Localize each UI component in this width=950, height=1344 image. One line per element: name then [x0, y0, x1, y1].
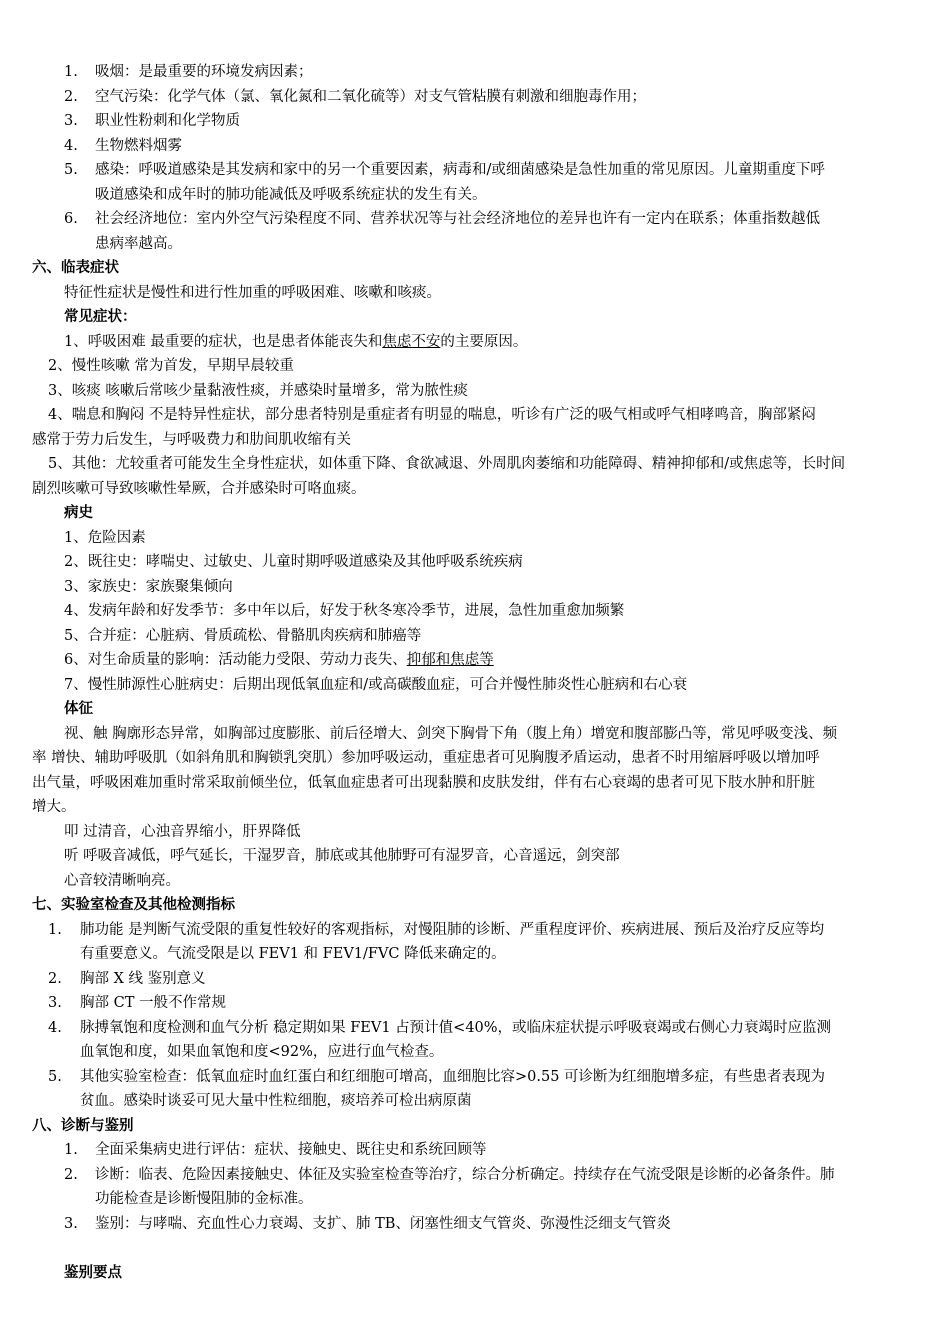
symptom-item: 4、喘息和胸闷 不是特异性症状，部分患者特别是重症者有明显的喘息，听诊有广泛的吸气相或呼气相哮鸣音，胸部紧闷 [48, 407, 816, 423]
list-item: 5. 其他实验室检查：低氧血症时血红蛋白和红细胞可增高，血细胞比容>0.55 可诊断为红细胞增多症，有些患者表现为 贫血。感染时谈妥可见大量中性粒细胞，痰培养可检出病原菌 [48, 1068, 826, 1109]
signs-heading: 体征 [64, 700, 93, 717]
symptom-item-cont: 剧烈咳嗽可导致咳嗽性晕厥，合并感染时可咯血痰。 [32, 480, 366, 497]
list-item: 2. 诊断：临表、危险因素接触史、体征及实验室检查等治疗，综合分析确定。持续存在气流受限是诊断的必备条件。肺 功能检查是诊断慢阻肺的金标准。 [64, 1166, 835, 1207]
history-item: 5、合并症：心脏病、骨质疏松、骨骼肌肉疾病和肺癌等 [64, 627, 422, 644]
history-item: 7、慢性肺源性心脏病史：后期出现低氧血症和/或高碳酸血症，可合并慢性肺炎性心脏病和右心衰 [64, 676, 688, 693]
symptom-intro: 特征性症状是慢性和进行性加重的呼吸困难、咳嗽和咳痰。 [64, 284, 441, 301]
history-item: 3、家族史：家族聚集倾向 [64, 578, 233, 595]
risk-factor-list [32, 60, 920, 256]
section-6-heading: 六、临表症状 [32, 259, 119, 276]
list-item: 3. 鉴别：与哮喘、充血性心力衰竭、支扩、肺 TB、闭塞性细支气管炎、弥漫性泛细支气管炎 [64, 1215, 671, 1232]
symptom-item: 3、咳痰 咳嗽后常咳少量黏液性痰，并感染时量增多，常为脓性痰 [48, 382, 468, 399]
signs-inspection-cont: 率 增快、辅助呼吸肌（如斜角肌和胸锁乳突肌）参加呼吸运动，重症患者可见胸腹矛盾运动，患者不时用缩唇呼吸以增加呼 [32, 750, 820, 766]
history-item: 2、既往史：哮喘史、过敏史、儿童时期呼吸道感染及其他呼吸系统疾病 [64, 554, 523, 570]
list-item: 6. 社会经济地位：室内外空气污染程度不同、营养状况等与社会经济地位的差异也许有一定内在联系；体重指数越低 患病率越高。 [64, 211, 820, 252]
signs-percussion: 叩 过清音，心浊音界缩小，肝界降低 [64, 823, 301, 840]
signs-auscultation-cont: 心音较清晰响亮。 [64, 872, 180, 889]
list-item: 2. 空气污染：化学气体（氯、氧化氮和二氧化硫等）对支气管粘膜有刺激和细胞毒作用； [64, 88, 646, 105]
list-item: 2. 胸部 X 线 鉴别意义 [48, 970, 206, 987]
section-7-heading: 七、实验室检查及其他检测指标 [32, 896, 235, 913]
list-item: 1. 吸烟：是最重要的环境发病因素； [64, 64, 313, 80]
history-item: 6、对生命质量的影响：活动能力受限、劳动力丧失、抑郁和焦虑等 [64, 652, 494, 668]
symptom-item: 2、慢性咳嗽 常为首发，早期早晨较重 [48, 358, 294, 374]
list-item: 5. 感染：呼吸道感染是其发病和家中的另一个重要因素，病毒和/或细菌感染是急性加重的常见原因。儿童期重度下呼 吸道感染和成年时的肺功能减低及呼吸系统症状的发生有关。 [64, 162, 825, 203]
list-item: 1. 肺功能 是判断气流受限的重复性较好的客观指标，对慢阻肺的诊断、严重程度评价、疾病进展、预后及治疗反应等均 有重要意义。气流受限是以 FEV1 和 FEV1/FVC 降低来确定的。 [48, 921, 825, 962]
signs-inspection: 视、触 胸廓形态异常，如胸部过度膨胀、前后径增大、剑突下胸骨下角（腹上角）增宽和腹部膨凸等，常见呼吸变浅、频 [64, 725, 838, 742]
spacer [32, 1236, 920, 1261]
list-item: 3. 胸部 CT 一般不作常规 [48, 995, 226, 1011]
list-item: 3. 职业性粉刺和化学物质 [64, 113, 240, 129]
common-symptoms-heading: 常见症状： [64, 308, 137, 325]
history-heading: 病史 [64, 504, 93, 521]
signs-inspection-cont: 增大。 [32, 799, 76, 815]
list-item: 1. 全面采集病史进行评估：症状、接触史、既往史和系统回顾等 [64, 1142, 487, 1158]
symptom-item: 5、其他：尤较重者可能发生全身性症状，如体重下降、食欲减退、外周肌肉萎缩和功能障碍、精神抑郁和/或焦虑等，长时间 [48, 456, 846, 472]
signs-inspection-cont: 出气量，呼吸困难加重时常采取前倾坐位，低氧血症患者可出现黏膜和皮肤发绀，伴有右心衰竭的患者可见下肢水肿和肝脏 [32, 774, 815, 791]
symptom-item: 1、呼吸困难 最重要的症状，也是患者体能丧失和焦虑不安的主要原因。 [64, 333, 528, 350]
key-points-heading: 鉴别要点 [64, 1263, 122, 1281]
signs-auscultation: 听 呼吸音减低，呼气延长，干湿罗音，肺底或其他肺野可有湿罗音，心音遥远，剑突部 [64, 848, 620, 864]
document-page [32, 60, 920, 1285]
section-8-heading: 八、诊断与鉴别 [32, 1116, 134, 1134]
history-item: 1、危险因素 [64, 529, 146, 546]
list-item: 4. 脉搏氧饱和度检测和血气分析 稳定期如果 FEV1 占预计值<40%，或临床症状提示呼吸衰竭或右侧心力衰竭时应监测 血氧饱和度，如果血氧饱和度<92%，应进行血气检查。 [48, 1019, 832, 1060]
list-item: 4. 生物燃料烟雾 [64, 137, 182, 154]
symptom-item-cont: 感常于劳力后发生，与呼吸费力和肋间肌收缩有关 [32, 431, 351, 448]
history-item: 4、发病年龄和好发季节：多中年以后，好发于秋冬寒冷季节，进展，急性加重愈加频繁 [64, 603, 625, 619]
